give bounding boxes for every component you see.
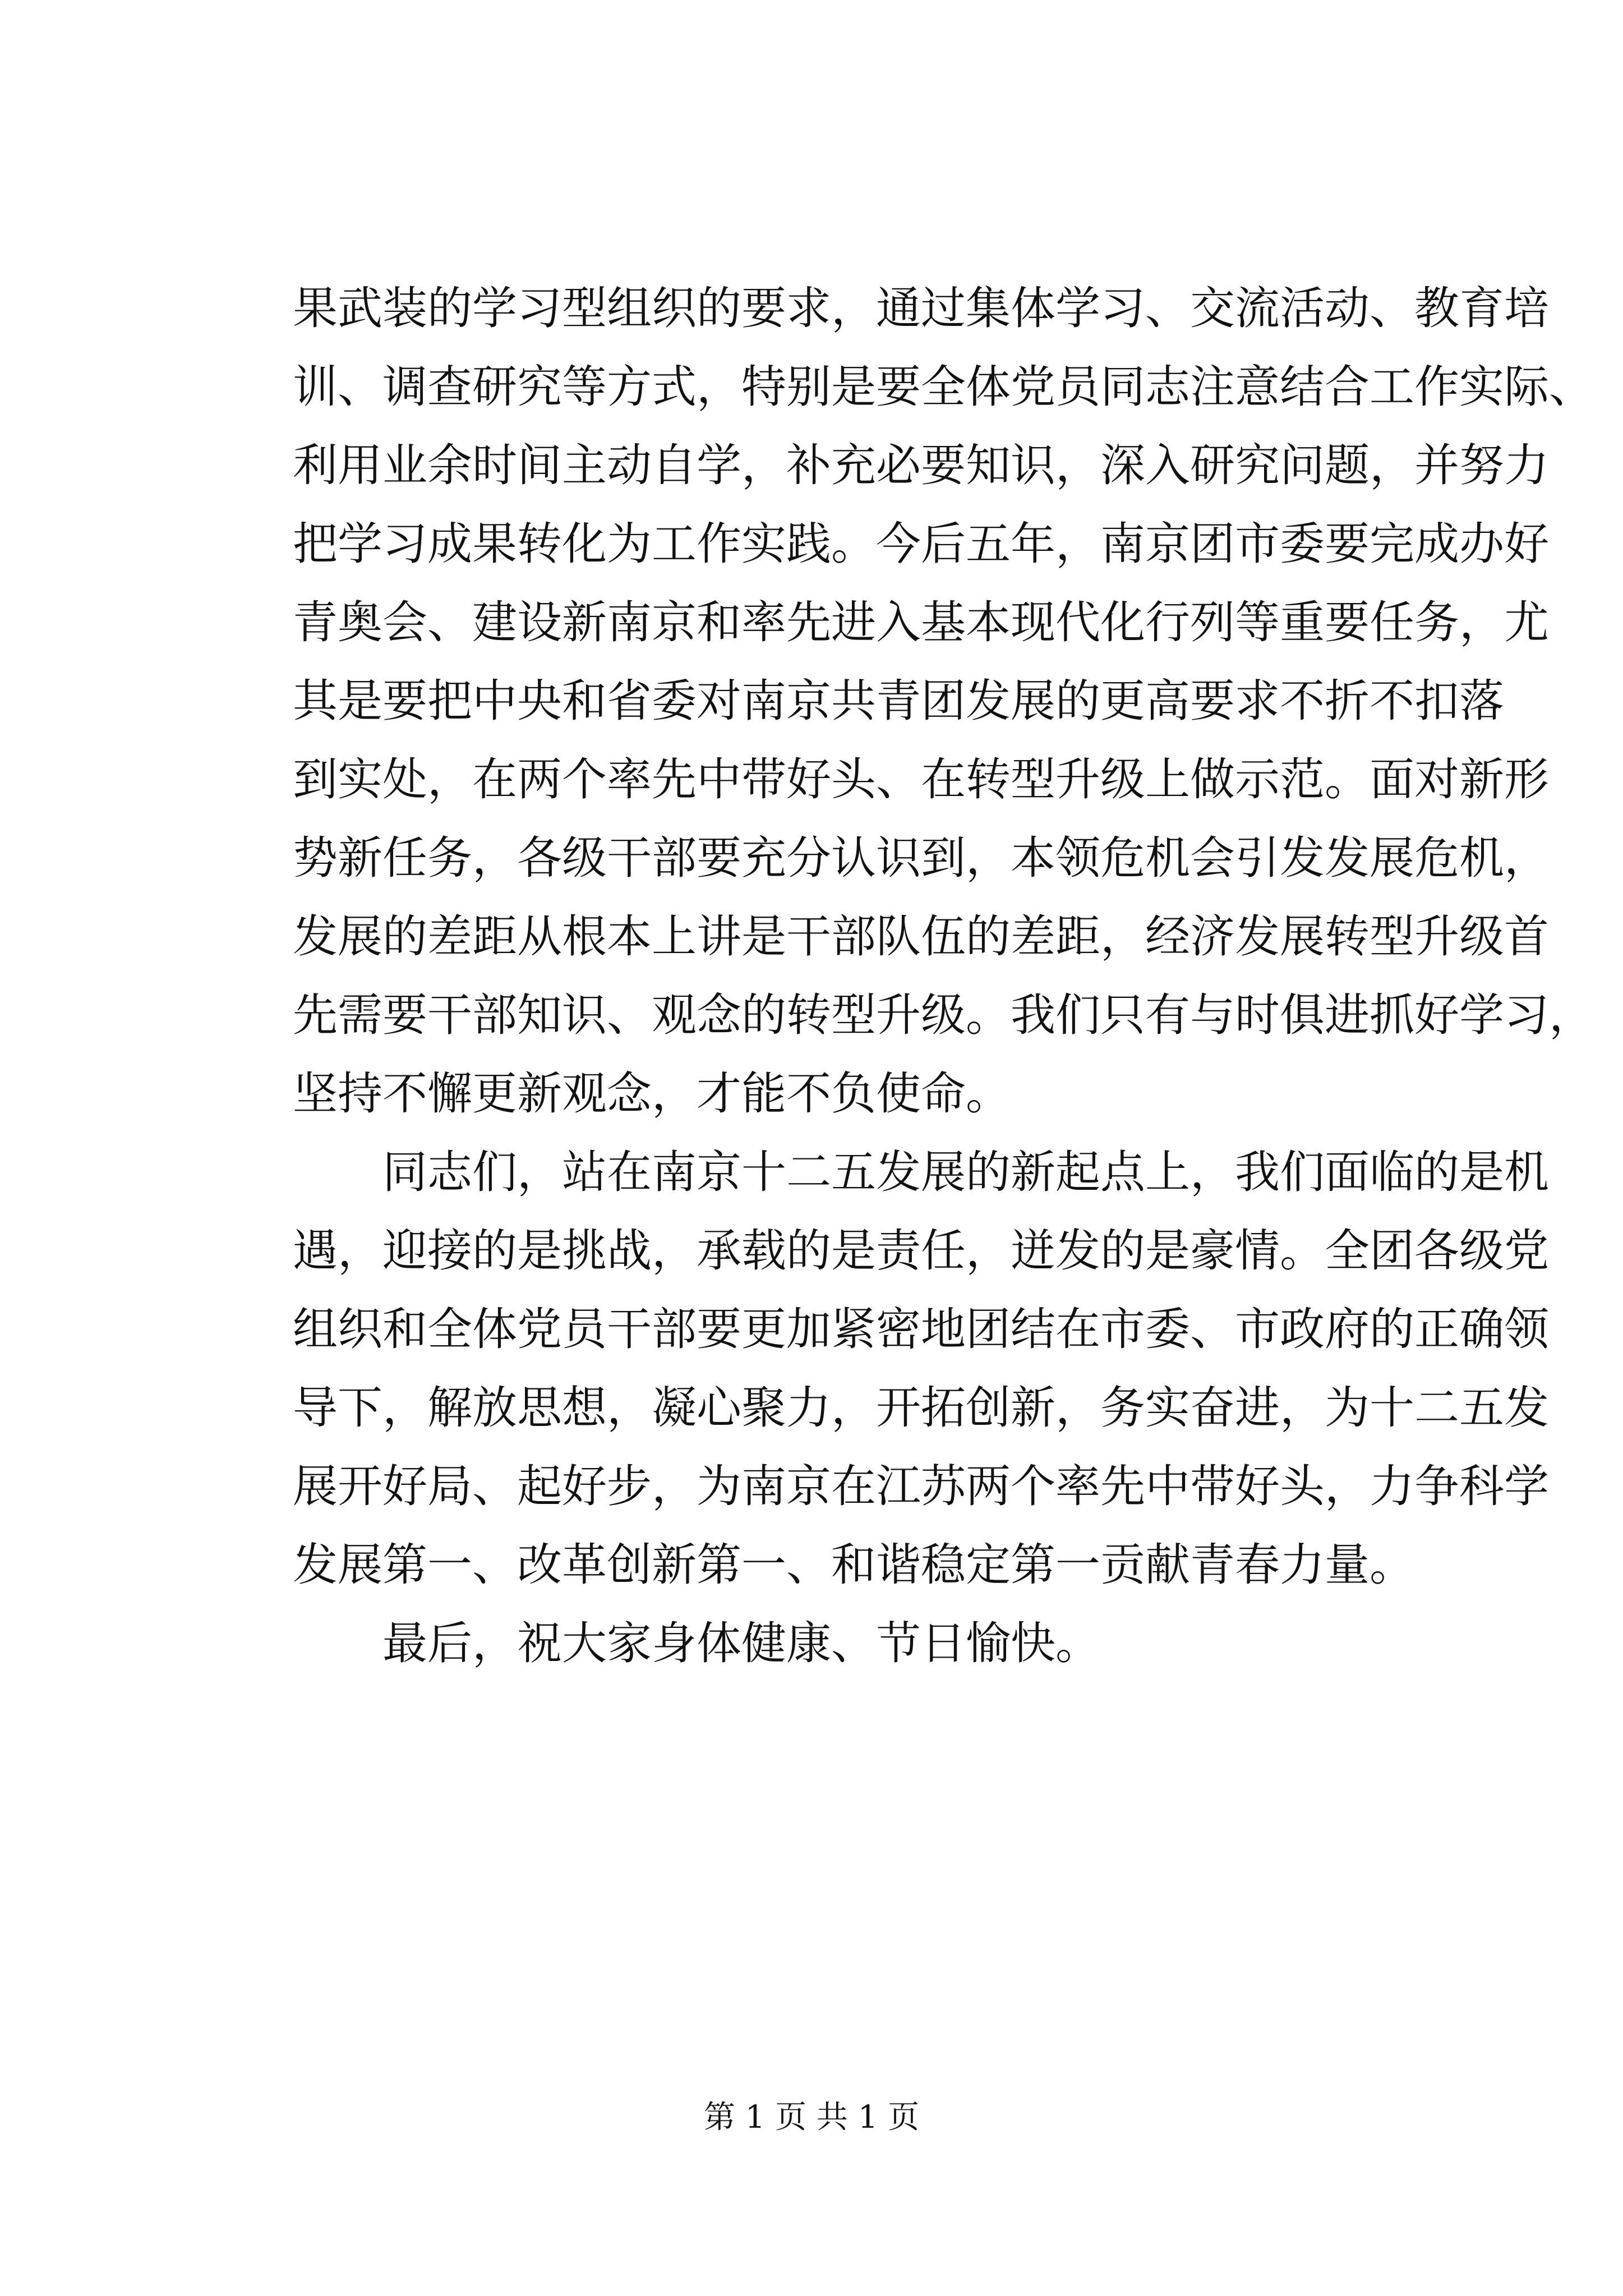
text-line: 利用业余时间主动自学，补充必要知识，深入研究问题，并努力 <box>293 439 1549 491</box>
paragraph-end-line: 坚持不懈更新观念，才能不负使命。 <box>293 1068 1011 1120</box>
text-line: 先需要干部知识、观念的转型升级。我们只有与时俱进抓好学习， <box>293 989 1594 1041</box>
text-line: 势新任务，各级干部要充分认识到，本领危机会引发发展危机， <box>293 832 1549 884</box>
paragraph-end-line: 最后，祝大家身体健康、节日愉快。 <box>293 1617 1100 1669</box>
document-body <box>293 269 1594 1683</box>
page-number-footer: 第 1 页 共 1 页 <box>703 2099 920 2136</box>
text-line: 展开好局、起好步，为南京在江苏两个率先中带好头，力争科学 <box>293 1460 1549 1512</box>
text-line: 训、调查研究等方式，特别是要全体党员同志注意结合工作实际、 <box>293 361 1594 413</box>
text-line: 到实处，在两个率先中带好头、在转型升级上做示范。面对新形 <box>293 753 1549 806</box>
text-line: 青奥会、建设新南京和率先进入基本现代化行列等重要任务，尤 <box>293 596 1549 648</box>
text-line: 其是要把中央和省委对南京共青团发展的更高要求不折不扣落 <box>293 675 1504 727</box>
text-line: 组织和全体党员干部要更加紧密地团结在市委、市政府的正确领 <box>293 1303 1549 1355</box>
text-line: 同志们，站在南京十二五发展的新起点上，我们面临的是机 <box>293 1146 1549 1198</box>
text-line: 导下，解放思想，凝心聚力，开拓创新，务实奋进，为十二五发 <box>293 1382 1549 1434</box>
text-line: 遇，迎接的是挑战，承载的是责任，迸发的是豪情。全团各级党 <box>293 1225 1549 1277</box>
paragraph-end-line: 发展第一、改革创新第一、和谐稳定第一贡献青春力量。 <box>293 1539 1414 1591</box>
text-line: 把学习成果转化为工作实践。今后五年，南京团市委要完成办好 <box>293 518 1549 570</box>
text-line: 发展的差距从根本上讲是干部队伍的差距，经济发展转型升级首 <box>293 910 1549 963</box>
text-line: 果武装的学习型组织的要求，通过集体学习、交流活动、教育培 <box>293 282 1549 334</box>
